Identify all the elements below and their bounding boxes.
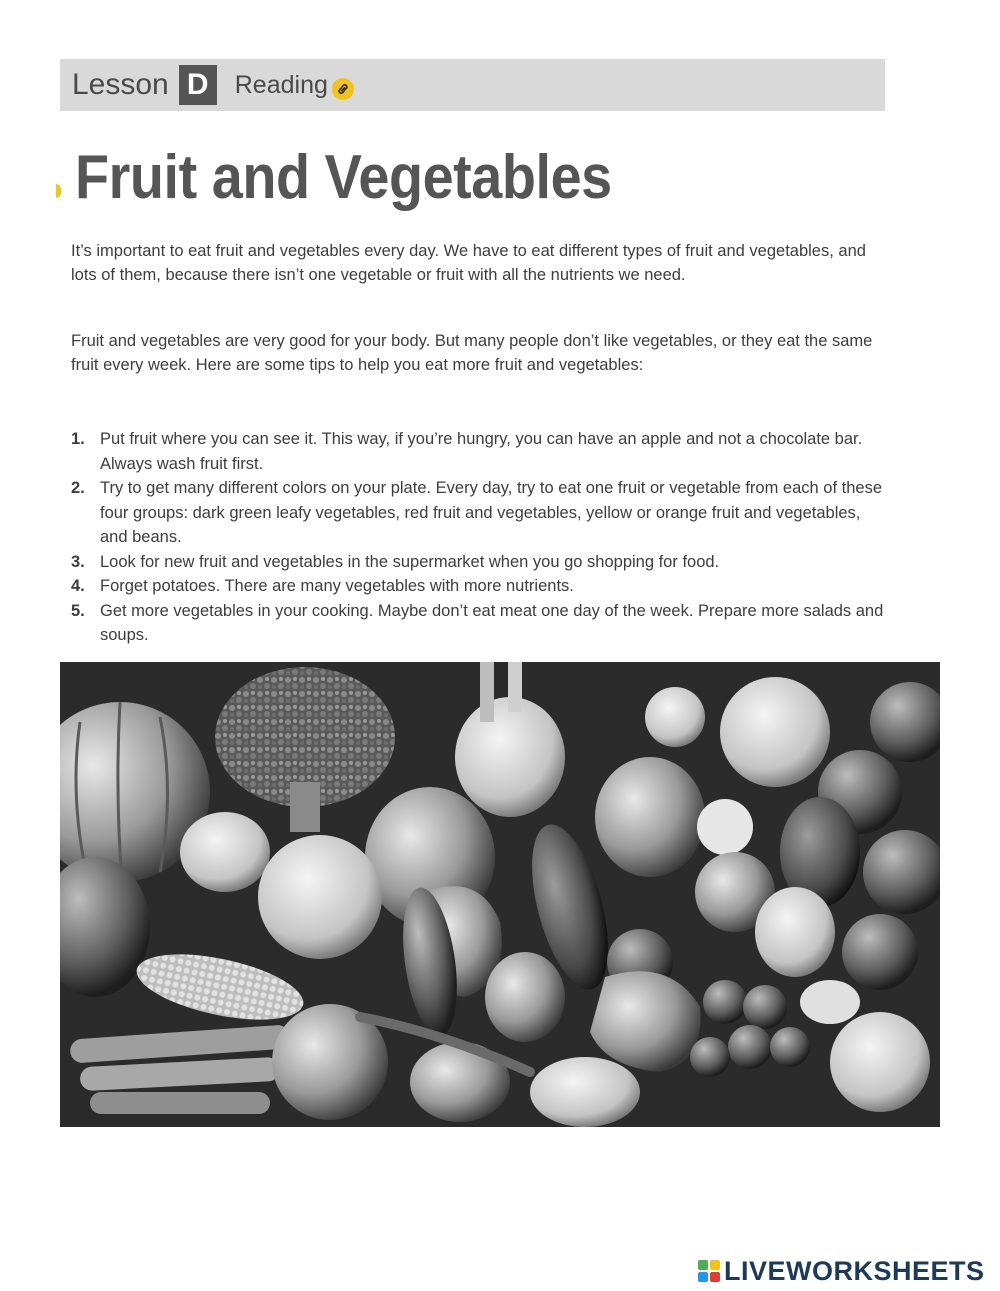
intro-paragraph-2: Fruit and vegetables are very good for your body. But many people don’t like vegetables, or they eat the same fruit every week. Here are some tips to help you eat more fruit and vegetables: (71, 332, 873, 374)
lesson-label: Lesson (72, 68, 169, 101)
tip-item (71, 550, 891, 575)
tips-list (71, 427, 891, 648)
tip-number: 5. (71, 601, 85, 620)
tip-item (71, 427, 891, 476)
logo-text: LIVEWORKSHEETS (724, 1255, 985, 1286)
lesson-letter-badge: D (179, 65, 217, 105)
intro-paragraph-1: It’s important to eat fruit and vegetables every day. We have to eat different types of fruit and vegetables, and lots of them, because there isn’t one vegetable or fruit with all the nutrients we need. (71, 242, 866, 284)
tip-text: Look for new fruit and vegetables in the supermarket when you go shopping for food. (100, 552, 720, 571)
tip-number: 1. (71, 430, 85, 448)
side-marker (56, 184, 61, 198)
tip-item (71, 476, 891, 550)
section-label: Reading (234, 70, 328, 99)
logo-mark-icon (698, 1260, 720, 1282)
page-title: Fruit and Vegetables (75, 143, 612, 212)
tip-number: 4. (71, 577, 85, 595)
tip-text: Get more vegetables in your cooking. Maybe don’t eat meat one day of the week. Prepare more salads and soups. (100, 601, 884, 644)
tip-number: 3. (71, 552, 85, 571)
tip-text: Put fruit where you can see it. This way, if you’re hungry, you can have an apple and not a chocolate bar. Always wash fruit first. (100, 430, 863, 473)
lesson-header-bar (60, 59, 885, 111)
vegetables-photo-illustration (60, 662, 940, 1127)
link-icon[interactable] (332, 78, 354, 100)
tip-item (71, 574, 891, 599)
vegetables-photo (60, 662, 940, 1127)
tip-text: Try to get many different colors on your plate. Every day, try to eat one fruit or vegetable from each of these four groups: dark green leafy vegetables, red fruit and vegetables, yellow or orange fruit and vegetables, and beans. (100, 479, 883, 546)
liveworksheets-logo[interactable] (698, 1255, 985, 1287)
tip-item (71, 599, 891, 648)
tip-number: 2. (71, 479, 85, 497)
tip-text: Forget potatoes. There are many vegetables with more nutrients. (100, 577, 574, 595)
